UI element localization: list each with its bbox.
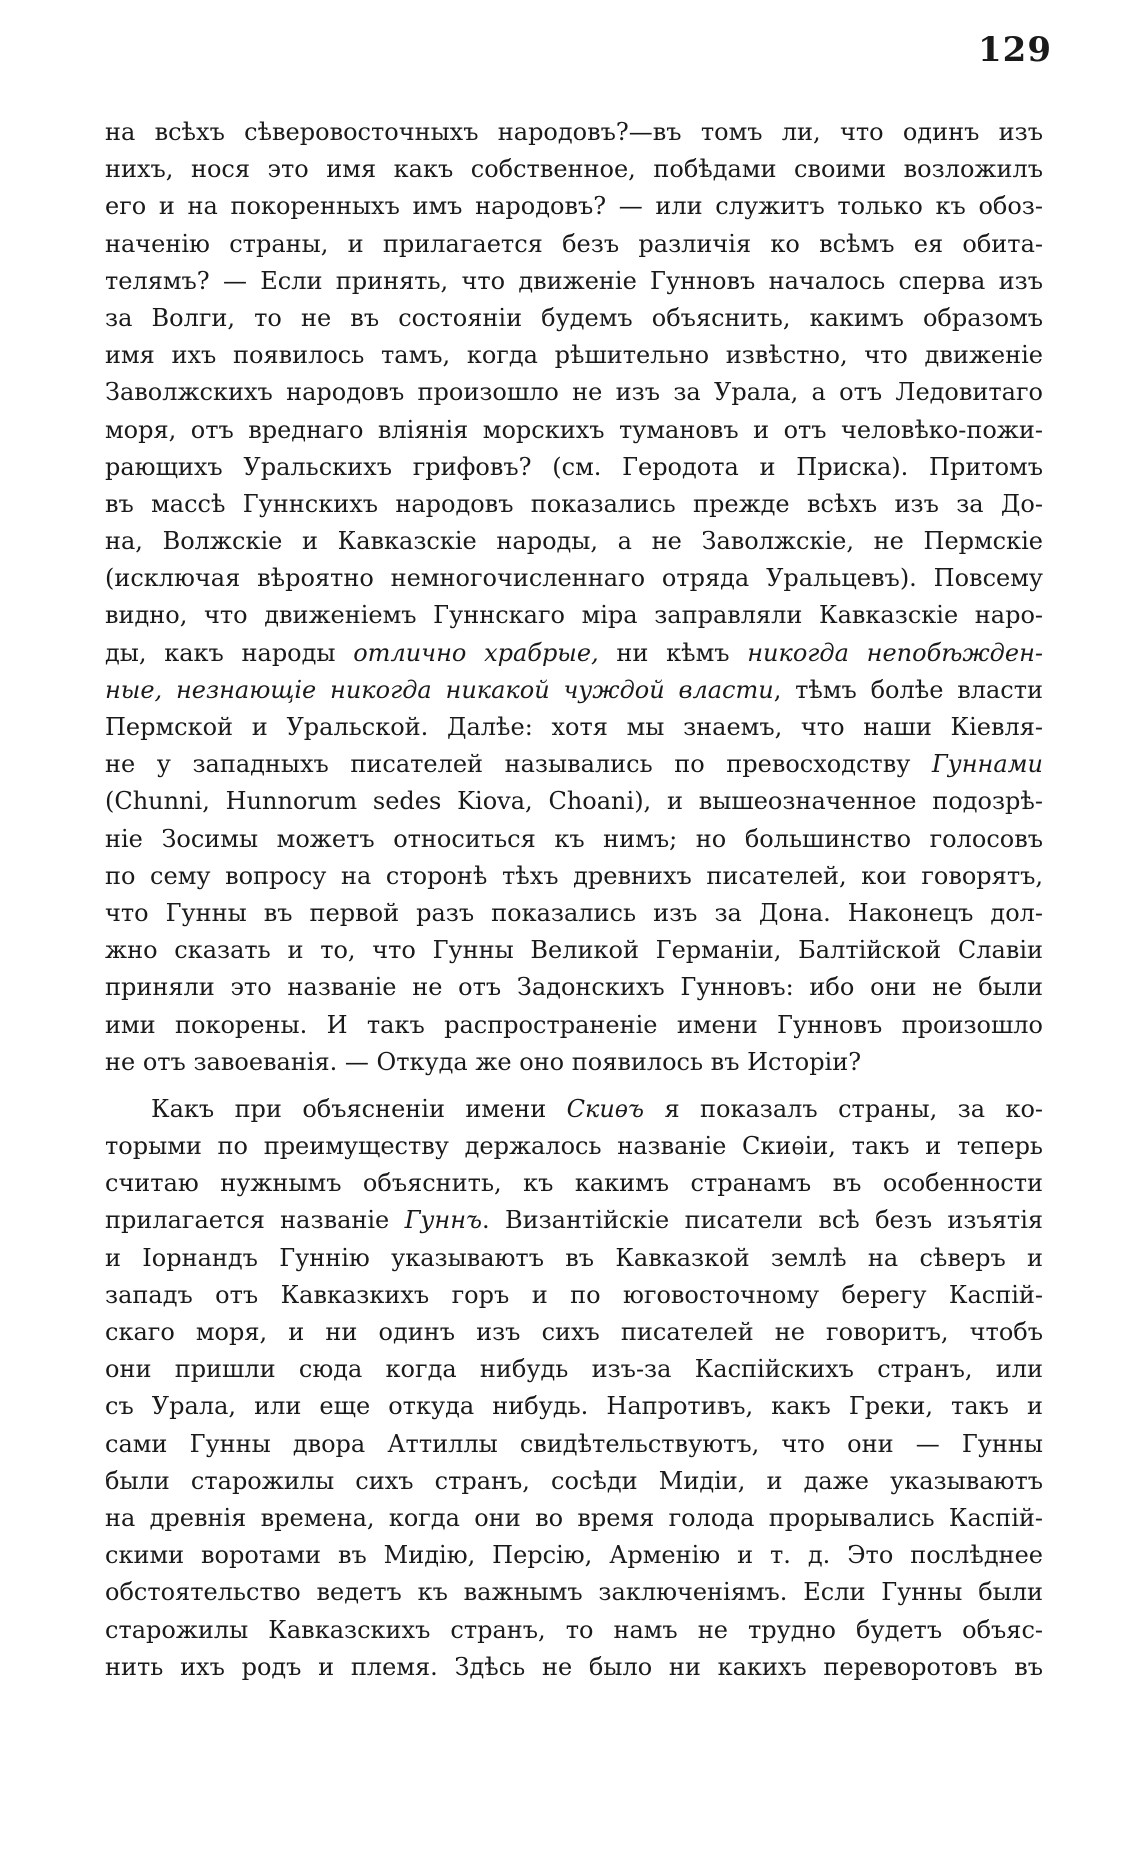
text-line	[105, 449, 1043, 486]
italic-segment: ные, незнающіе никогда никакой чуждой власти	[105, 675, 774, 704]
text-segment: наченію страны, и прилагается безъ различія ко всѣмъ ея обита-	[105, 229, 1043, 258]
text-line	[105, 263, 1043, 300]
text-line	[105, 188, 1043, 225]
text-line	[105, 1007, 1043, 1044]
text-segment: , тѣмъ болѣе власти	[773, 675, 1043, 704]
text-segment: видно, что движеніемъ Гуннскаго міра заправляли Кавказскіе наро-	[105, 601, 1043, 630]
text-line	[105, 597, 1043, 634]
text-segment: Пермской и Уральской. Далѣе: хотя мы знаемъ, что наши Кіевля-	[105, 713, 1043, 741]
text-line	[105, 1537, 1043, 1574]
text-segment: его и на покоренныхъ имъ народовъ? — или служитъ только къ обоз-	[105, 192, 1043, 221]
text-line	[105, 300, 1043, 337]
italic-segment: отлично храбрые,	[353, 638, 599, 667]
text-line	[105, 783, 1043, 820]
text-segment: (исключая вѣроятно немногочисленнаго отряда Уральцевъ). Повсему	[105, 564, 1043, 593]
text-line	[105, 895, 1043, 932]
text-segment: приняли это названіе не отъ Задонскихъ Гунновъ: ибо они не были	[105, 973, 1043, 1002]
text-line	[105, 1612, 1043, 1649]
text-line	[105, 1574, 1043, 1611]
text-line	[105, 1426, 1043, 1463]
text-segment: нихъ, нося это имя какъ собственное, побѣдами своими возложилъ	[105, 155, 1043, 184]
text-line	[105, 560, 1043, 597]
text-segment: рающихъ Уральскихъ грифовъ? (см. Геродота и Приска). Притомъ	[105, 452, 1043, 481]
text-segment: Какъ при объясненіи имени	[151, 1094, 567, 1123]
text-line	[105, 1277, 1043, 1314]
text-segment: были старожилы сихъ странъ, сосѣди Мидіи, и даже указываютъ	[105, 1466, 1043, 1495]
text-segment: западъ отъ Кавказкихъ горъ и по юговосточному берегу Каспій-	[105, 1280, 1043, 1309]
text-segment: не у западныхъ писателей назывались по превосходству	[105, 750, 932, 779]
italic-segment: Гуннъ	[404, 1206, 483, 1235]
text-segment: сами Гунны двора Аттиллы свидѣтельствуютъ, что они — Гунны	[105, 1429, 1043, 1458]
text-segment: ніе Зосимы можетъ относиться къ нимъ; но большинство голосовъ	[105, 824, 1043, 853]
text-line	[105, 858, 1043, 895]
text-line	[105, 151, 1043, 188]
text-segment: не отъ завоеванія. — Откуда же оно появилось въ Исторіи?	[105, 1047, 862, 1076]
text-line	[105, 226, 1043, 263]
text-line	[105, 1165, 1043, 1202]
text-segment: я показалъ страны, за ко-	[644, 1094, 1043, 1123]
text-segment: на всѣхъ сѣверовосточныхъ народовъ?—въ томъ ли, что одинъ изъ	[105, 118, 1043, 146]
text-segment: Заволжскихъ народовъ произошло не изъ за Урала, а отъ Ледовитаго	[105, 378, 1043, 407]
text-segment: телямъ? — Если принять, что движеніе Гунновъ началось сперва изъ	[105, 266, 1043, 295]
text-line	[105, 374, 1043, 411]
text-segment: скими воротами въ Мидію, Персію, Арменію и т. д. Это послѣднее	[105, 1541, 1043, 1570]
text-line	[105, 486, 1043, 523]
text-segment: нить ихъ родъ и племя. Здѣсь не было ни какихъ переворотовъ въ	[105, 1652, 1043, 1681]
text-segment: за Волги, то не въ состояніи будемъ объяснить, какимъ образомъ	[105, 303, 1043, 332]
text-line	[105, 1463, 1043, 1500]
text-line	[105, 709, 1043, 746]
text-segment: скаго моря, и ни одинъ изъ сихъ писателей не говоритъ, чтобъ	[105, 1318, 1043, 1346]
text-line	[105, 1202, 1043, 1239]
text-segment: имя ихъ появилось тамъ, когда рѣшительно извѣстно, что движеніе	[105, 341, 1043, 370]
text-line	[105, 337, 1043, 374]
text-segment: съ Урала, или еще откуда нибудь. Напротивъ, какъ Греки, такъ и	[105, 1392, 1043, 1421]
text-segment: ни кѣмъ	[598, 638, 748, 667]
text-line	[105, 1091, 1043, 1128]
text-segment: прилагается названіе	[105, 1206, 405, 1235]
page-number: 129	[978, 30, 1052, 70]
text-line	[105, 1044, 1043, 1081]
text-segment: торыми по преимуществу держалось названіе Скиѳіи, такъ и теперь	[105, 1132, 1043, 1161]
text-segment: что Гунны въ первой разъ показались изъ за Дона. Наконецъ дол-	[105, 898, 1043, 927]
text-line	[105, 746, 1043, 783]
text-line	[105, 672, 1043, 709]
text-segment: . Византійскіе писатели всѣ безъ изъятія	[482, 1206, 1044, 1235]
text-segment: на древнія времена, когда они во время голода прорывались Каспій-	[105, 1503, 1043, 1532]
text-line	[105, 114, 1043, 151]
body-text	[105, 114, 1043, 1686]
text-segment: (Chunni, Hunnorum sedes Kiova, Choani), и вышеозначенное подозрѣ-	[105, 787, 1043, 816]
text-line	[105, 969, 1043, 1006]
italic-segment: никогда непобѣжден-	[747, 638, 1043, 667]
text-segment: они пришли сюда когда нибудь изъ-за Каспійскихъ странъ, или	[105, 1355, 1043, 1384]
text-line	[105, 523, 1043, 560]
text-segment: старожилы Кавказскихъ странъ, то намъ не трудно будетъ объяс-	[105, 1615, 1043, 1644]
text-line	[105, 932, 1043, 969]
text-line	[105, 1128, 1043, 1165]
text-segment: обстоятельство ведетъ къ важнымъ заключеніямъ. Если Гунны были	[105, 1578, 1043, 1607]
text-line	[105, 1351, 1043, 1388]
text-line	[105, 1500, 1043, 1537]
text-segment: жно сказать и то, что Гунны Великой Германіи, Балтійской Славіи	[105, 936, 1043, 965]
text-line	[105, 1649, 1043, 1686]
text-segment: ими покорены. И такъ распространеніе имени Гунновъ произошло	[105, 1010, 1043, 1039]
text-line	[105, 1240, 1043, 1277]
text-segment: считаю нужнымъ объяснить, къ какимъ странамъ въ особенности	[105, 1169, 1043, 1198]
text-line	[105, 412, 1043, 449]
italic-segment: Гуннами	[931, 750, 1043, 779]
text-segment: и Іорнандъ Гуннію указываютъ въ Кавказкой землѣ на сѣверъ и	[105, 1243, 1043, 1272]
italic-segment: Скиѳъ	[566, 1094, 645, 1123]
text-line	[105, 1388, 1043, 1425]
text-segment: по сему вопросу на сторонѣ тѣхъ древнихъ писателей, кои говорятъ,	[105, 861, 1043, 890]
text-line	[105, 635, 1043, 672]
text-segment: моря, отъ вреднаго вліянія морскихъ тумановъ и отъ человѣко-пожи-	[105, 415, 1043, 444]
text-segment: ды, какъ народы	[105, 638, 354, 667]
text-segment: на, Волжскіе и Кавказскіе народы, а не Заволжскіе, не Пермскіе	[105, 527, 1043, 556]
text-line	[105, 821, 1043, 858]
text-line	[105, 1314, 1043, 1351]
text-segment: въ массѣ Гуннскихъ народовъ показались прежде всѣхъ изъ за До-	[105, 489, 1043, 518]
